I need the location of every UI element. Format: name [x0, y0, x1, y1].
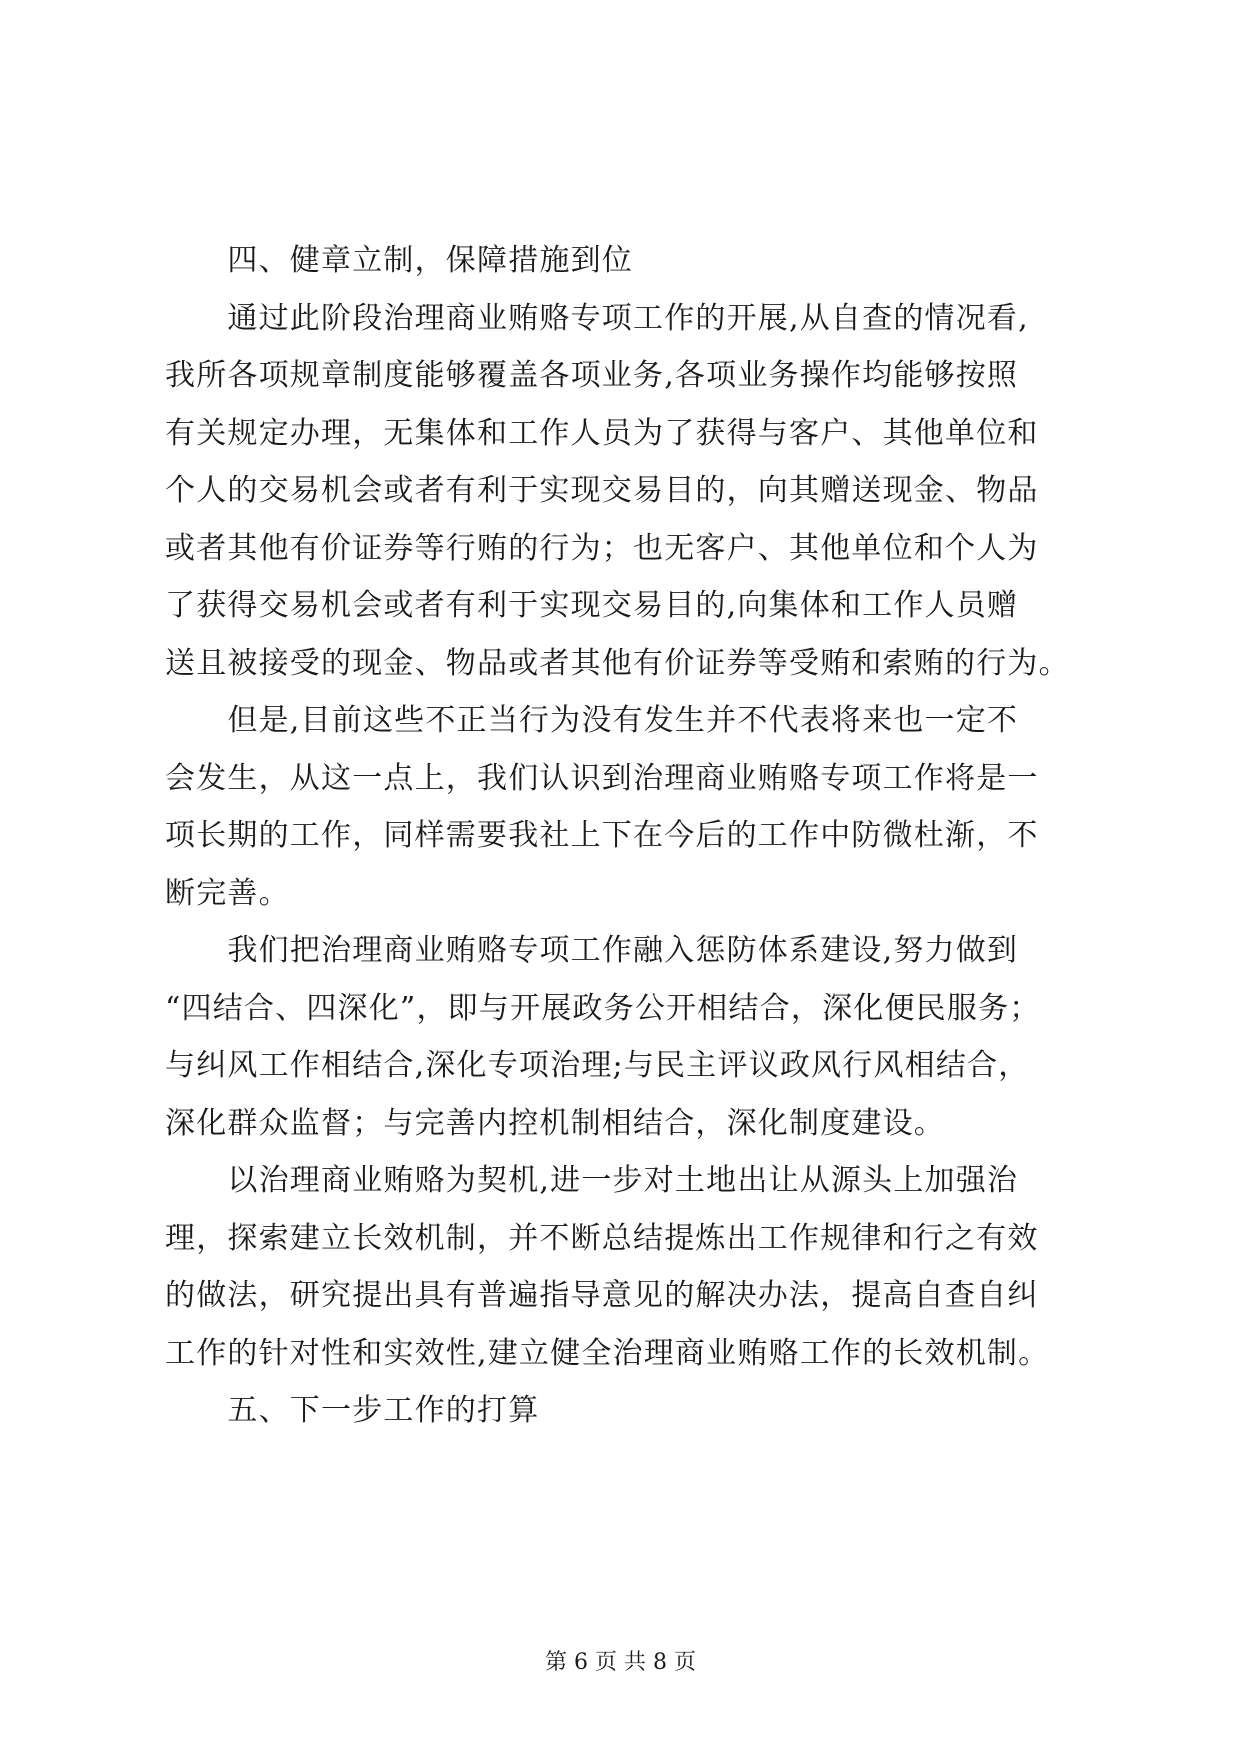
section-heading: 五、下一步工作的打算 [165, 1393, 540, 1428]
paragraph-line: 理，探索建立长效机制，并不断总结提炼出工作规律和行之有效 [165, 1220, 1039, 1256]
paragraph-line: 与纠风工作相结合,深化专项治理;与民主评议政风行风相结合， [165, 1048, 1030, 1083]
paragraph-line: 通过此阶段治理商业贿赂专项工作的开展,从自查的情况看, [165, 300, 1029, 336]
paragraph-line: 会发生，从这一点上，我们认识到治理商业贿赂专项工作将是一 [165, 760, 1039, 796]
paragraph-line: 我所各项规章制度能够覆盖各项业务,各项业务操作均能够按照 [165, 358, 1019, 393]
paragraph-line: 了获得交易机会或者有利于实现交易目的,向集体和工作人员赠 [165, 588, 1019, 623]
paragraph-line: “四结合、四深化”，即与开展政务公开相结合，深化便民服务； [165, 990, 1041, 1026]
paragraph-line: 我们把治理商业贿赂专项工作融入惩防体系建设,努力做到 [165, 933, 1019, 968]
paragraph-line: 的做法，研究提出具有普遍指导意见的解决办法，提高自查自纠 [165, 1278, 1039, 1313]
paragraph-line: 个人的交易机会或者有利于实现交易目的，向其赠送现金、物品 [165, 473, 1039, 508]
section-heading: 四、健章立制，保障措施到位 [165, 243, 633, 278]
paragraph-line: 项长期的工作，同样需要我社上下在今后的工作中防微杜渐，不 [165, 818, 1039, 853]
body-text [165, 232, 1085, 1440]
paragraph-line: 断完善。 [165, 875, 290, 911]
paragraph-line: 但是,目前这些不正当行为没有发生并不代表将来也一定不 [165, 703, 1019, 738]
page-footer: 第 6 页 共 8 页 [545, 1650, 696, 1675]
paragraph-line: 或者其他有价证券等行贿的行为；也无客户、其他单位和个人为 [165, 530, 1039, 566]
paragraph-line: 深化群众监督；与完善内控机制相结合，深化制度建设。 [165, 1105, 945, 1141]
paragraph-line: 送且被接受的现金、物品或者其他有价证券等受贿和索贿的行为。 [165, 645, 1070, 681]
paragraph-line: 工作的针对性和实效性,建立健全治理商业贿赂工作的长效机制。 [165, 1335, 1050, 1371]
paragraph-line: 以治理商业贿赂为契机,进一步对土地出让从源头上加强治 [165, 1163, 1019, 1198]
paragraph-line: 有关规定办理，无集体和工作人员为了获得与客户、其他单位和 [165, 415, 1039, 451]
